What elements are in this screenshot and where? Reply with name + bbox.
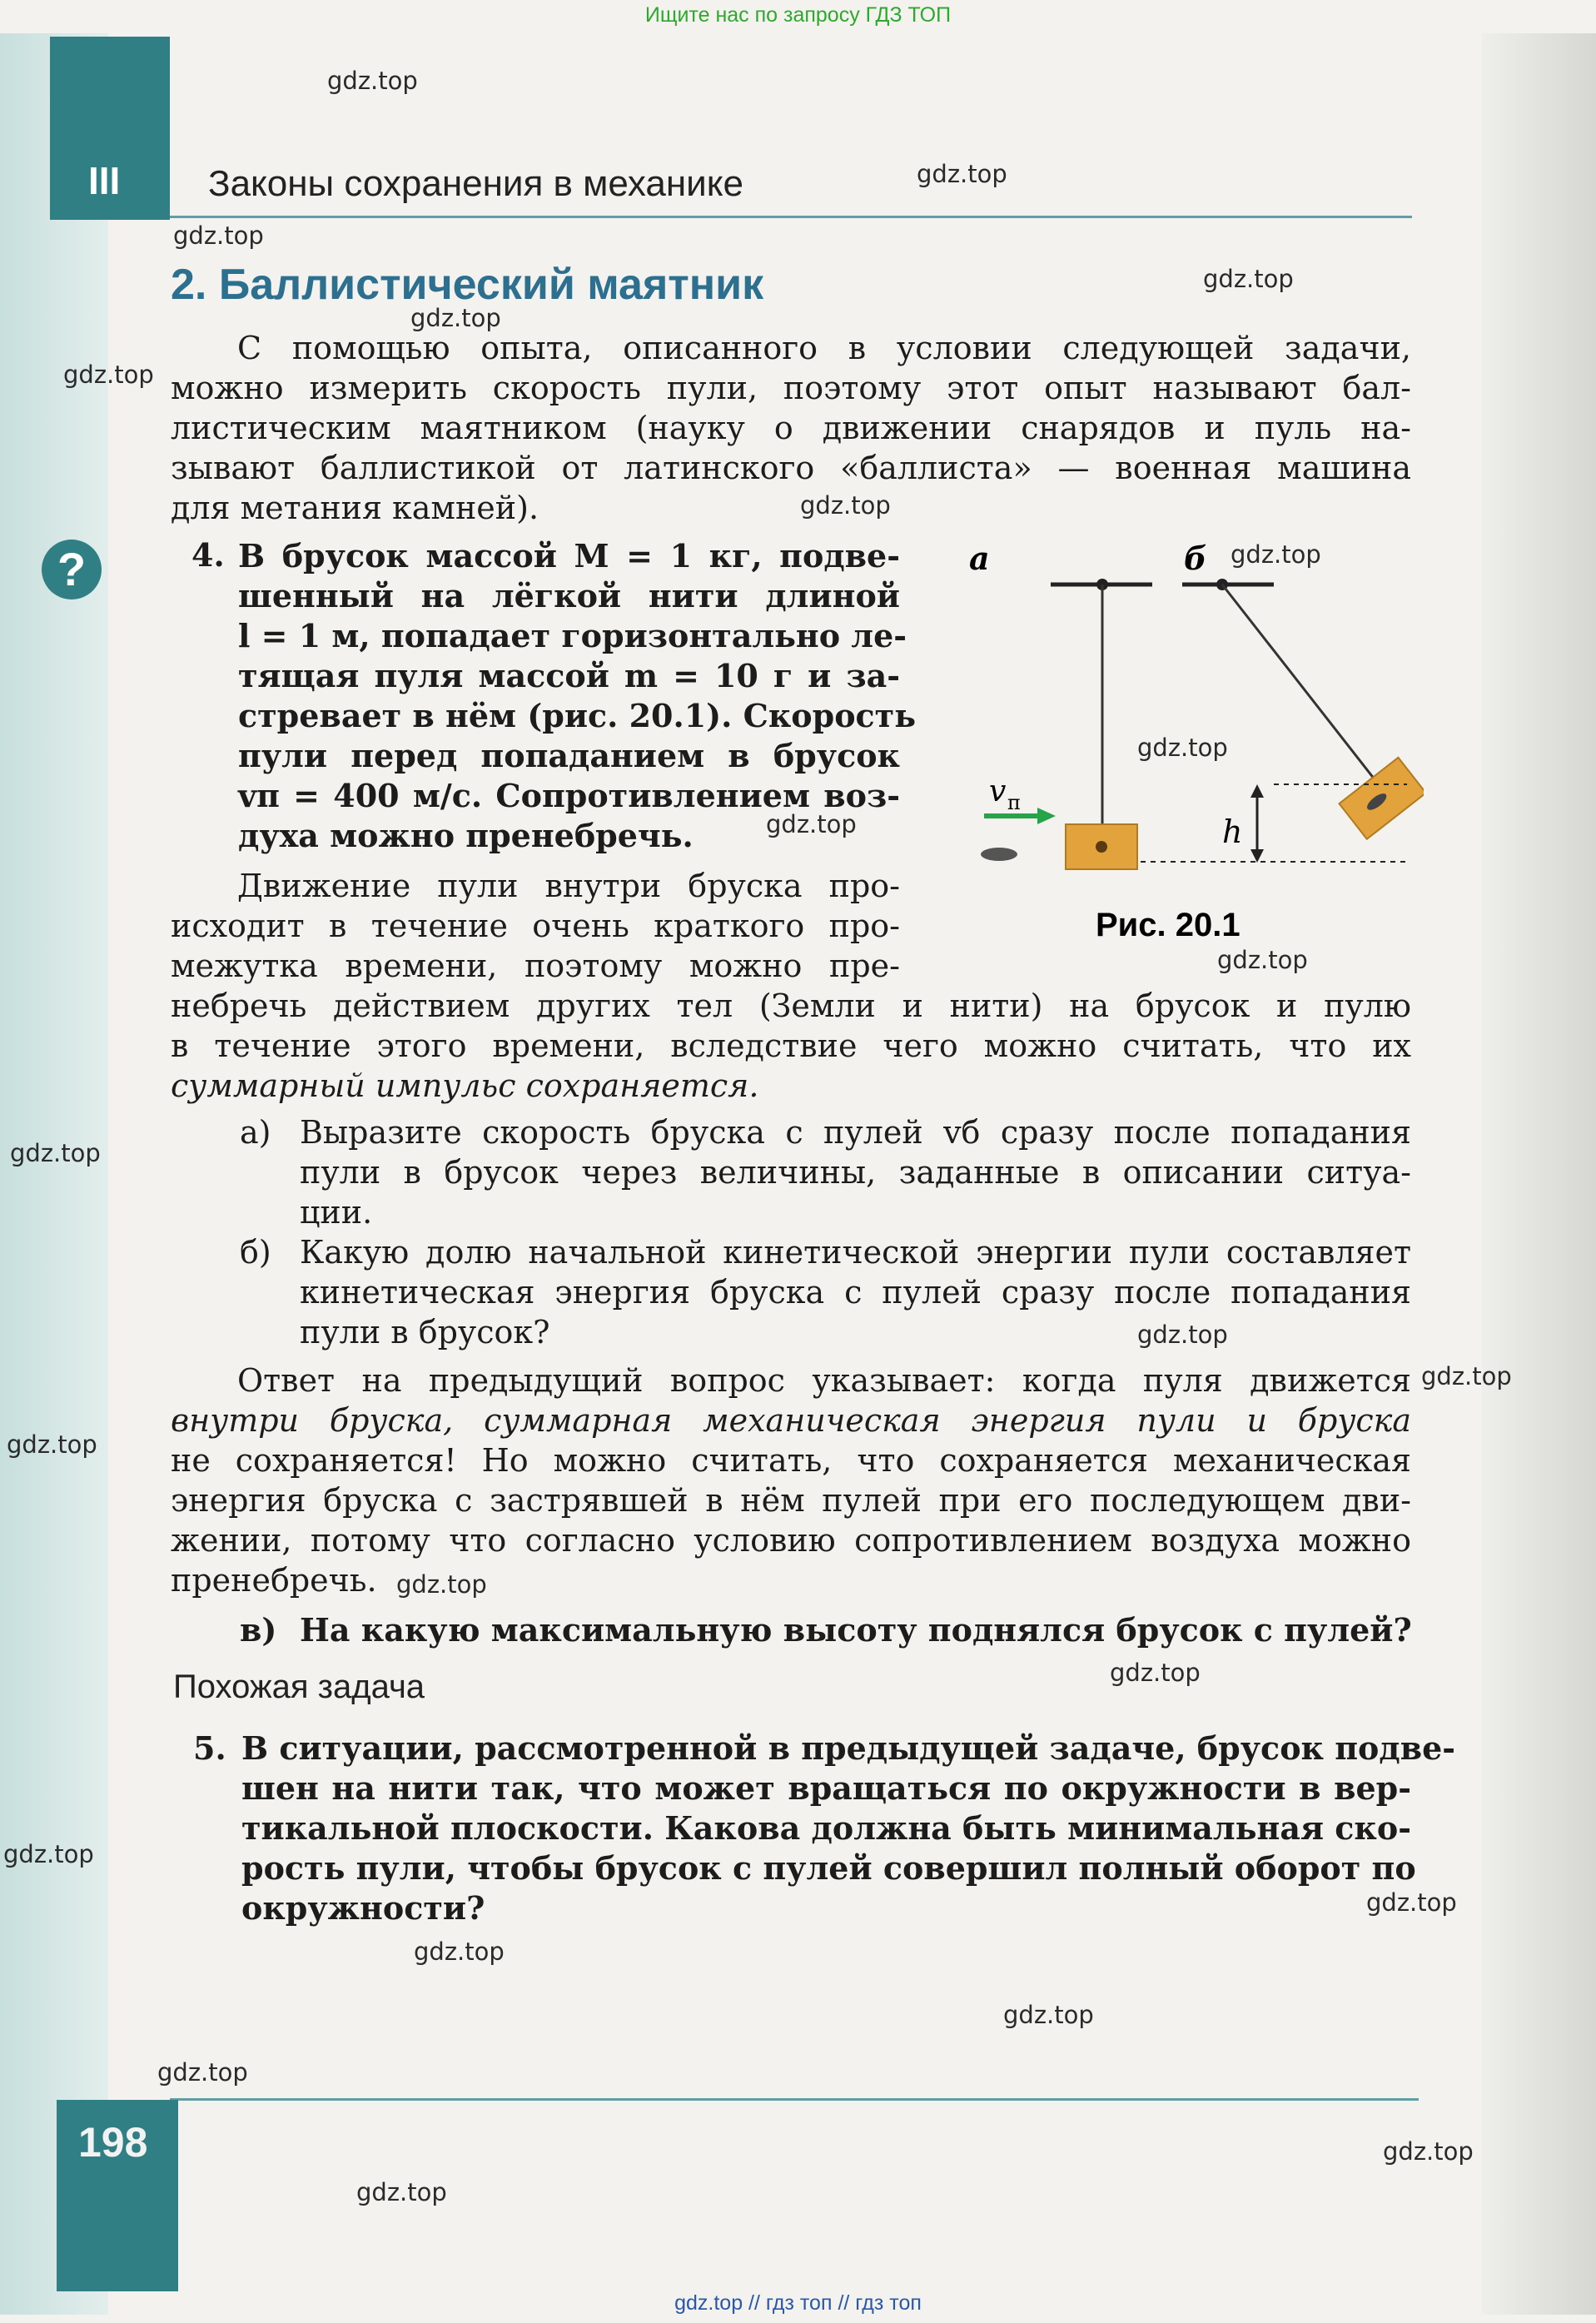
right-page-shadow	[1482, 33, 1596, 2315]
figure-label-a: а	[969, 540, 990, 577]
problem-5-line: окружности?	[241, 1889, 485, 1927]
watermark: gdz.top	[1231, 540, 1321, 569]
problem-4-number: 4.	[191, 536, 225, 574]
question-a-line: пули в брусок через величины, заданные в описании ситуа-	[300, 1154, 1411, 1191]
problem-4-line: духа можно пренебречь.	[238, 817, 694, 854]
answer-line: энергия бруска с застрявшей в нём пулей при его последующем дви-	[171, 1482, 1411, 1519]
string-b	[1222, 584, 1380, 787]
motion-line: небречь действием других тел (Земли и нити) на брусок и пулю	[171, 987, 1411, 1024]
bottom-banner[interactable]: gdz.top // гдз топ // гдз топ	[674, 2291, 922, 2315]
question-a-label: а)	[240, 1114, 271, 1151]
velocity-subscript: п	[1007, 791, 1021, 814]
watermark: gdz.top	[7, 1430, 97, 1459]
page-number-tab	[57, 2100, 178, 2291]
question-a-line: ции.	[300, 1194, 373, 1231]
bullet	[981, 848, 1017, 861]
page-number: 198	[78, 2119, 148, 2166]
watermark: gdz.top	[410, 304, 501, 332]
watermark: gdz.top	[414, 1937, 505, 1966]
watermark: gdz.top	[1421, 1362, 1512, 1390]
problem-4-statement	[238, 536, 917, 856]
intro-line: листическим маятником (науку о движении снарядов и пуль на-	[171, 410, 1411, 446]
motion-line: Движение пули внутри бруска про-	[237, 868, 900, 904]
watermark: gdz.top	[800, 491, 891, 520]
watermark: gdz.top	[3, 1840, 94, 1868]
problem-4-line: шенный на лёгкой нити длиной	[238, 577, 900, 614]
watermark: gdz.top	[1137, 1321, 1228, 1349]
answer-line: не сохраняется! Но можно считать, что сохраняется механическая	[171, 1442, 1411, 1479]
problem-5-line: тикальной плоскости. Какова должна быть минимальная ско-	[241, 1809, 1411, 1847]
top-banner[interactable]: Ищите нас по запросу ГДЗ ТОП	[644, 3, 952, 27]
problem-5-number: 5.	[193, 1729, 226, 1767]
question-b-line: Какую долю начальной кинетической энергии пули составляет	[300, 1234, 1411, 1271]
watermark: gdz.top	[1137, 734, 1228, 762]
question-b	[300, 1232, 1411, 1352]
answer-line: Ответ на предыдущий вопрос указывает: когда пуля движется	[237, 1362, 1411, 1399]
problem-4-line: стревает в нём (рис. 20.1). Скорость	[238, 697, 917, 734]
problem-4-line: В брусок массой M = 1 кг, подве-	[238, 537, 900, 575]
answer-line: внутри бруска, суммарная механическая энергия пули и бруска	[171, 1402, 1411, 1439]
intro-line: С помощью опыта, описанного в условии следующей задачи,	[237, 330, 1411, 366]
intro-line: зывают баллистикой от латинского «баллиста» — военная машина	[171, 450, 1411, 486]
watermark: gdz.top	[1110, 1659, 1201, 1687]
problem-4-line: пули перед попаданием в брусок	[238, 737, 900, 774]
watermark: gdz.top	[1383, 2137, 1474, 2166]
watermark: gdz.top	[173, 221, 264, 250]
problem-4-line: vп = 400 м/с. Сопротивлением воз-	[238, 777, 900, 814]
question-b-line: кинетическая энергия бруска с пулей сразу после попадания	[300, 1274, 1411, 1311]
question-icon: ?	[42, 540, 102, 599]
watermark: gdz.top	[1003, 2001, 1094, 2029]
figure-label-b: б	[1184, 540, 1207, 577]
chapter-title: Законы сохранения в механике	[208, 163, 743, 204]
velocity-label: v	[989, 774, 1007, 808]
footer-rule	[170, 2098, 1419, 2101]
problem-5-line: шен на нити так, что может вращаться по окружности в вер-	[241, 1769, 1411, 1807]
watermark: gdz.top	[1203, 265, 1294, 293]
watermark: gdz.top	[917, 160, 1007, 188]
intro-line: для метания камней).	[171, 490, 539, 526]
answer-paragraph	[171, 1360, 1411, 1600]
question-b-label: б)	[240, 1234, 271, 1271]
motion-line: суммарный импульс сохраняется.	[171, 1067, 759, 1104]
watermark: gdz.top	[157, 2058, 248, 2087]
question-c-label: в)	[240, 1611, 277, 1649]
intro-paragraph	[171, 328, 1411, 528]
question-a	[300, 1112, 1411, 1232]
motion-line: в течение этого времени, вследствие чего можно считать, что их	[171, 1027, 1411, 1064]
watermark: gdz.top	[396, 1570, 487, 1599]
watermark: gdz.top	[1217, 946, 1308, 974]
problem-4-line: тящая пуля массой m = 10 г и за-	[238, 657, 900, 694]
block-a-center	[1096, 841, 1107, 853]
height-arrowhead-down	[1250, 849, 1264, 863]
problem-5-line: В ситуации, рассмотренной в предыдущей задаче, брусок подве-	[241, 1729, 1456, 1767]
velocity-arrowhead	[1037, 808, 1056, 824]
intro-line: можно измерить скорость пули, поэтому этот опыт называют бал-	[171, 370, 1411, 406]
similar-heading: Похожая задача	[173, 1669, 425, 1705]
problem-4-line: l = 1 м, попадает горизонтально ле-	[238, 617, 907, 654]
watermark: gdz.top	[356, 2178, 447, 2206]
motion-line: исходит в течение очень краткого про-	[171, 908, 900, 944]
question-b-line: пули в брусок?	[300, 1314, 550, 1351]
watermark: gdz.top	[10, 1139, 101, 1167]
height-arrowhead-up	[1250, 784, 1264, 798]
problem-5-line: рость пули, чтобы брусок с пулей совершил полный оборот по	[241, 1849, 1416, 1887]
watermark: gdz.top	[1366, 1888, 1457, 1917]
answer-line: жении, потому что согласно условию сопротивлением воздуха можно	[171, 1522, 1411, 1559]
section-title: 2. Баллистический маятник	[171, 261, 764, 309]
question-a-line: Выразите скорость бруска с пулей vб сразу после попадания	[300, 1114, 1411, 1151]
part-number-tab	[50, 37, 170, 220]
answer-line: пренебречь.	[171, 1562, 377, 1599]
watermark: gdz.top	[327, 67, 418, 95]
motion-line: межутка времени, поэтому можно пре-	[171, 948, 900, 984]
header-rule	[170, 216, 1412, 218]
figure-caption: Рис. 20.1	[1096, 907, 1241, 943]
watermark: gdz.top	[766, 810, 857, 838]
height-label: h	[1222, 813, 1243, 850]
watermark: gdz.top	[63, 361, 154, 389]
part-number: III	[88, 159, 121, 202]
question-c: На какую максимальную высоту поднялся брусок с пулей?	[300, 1611, 1412, 1649]
